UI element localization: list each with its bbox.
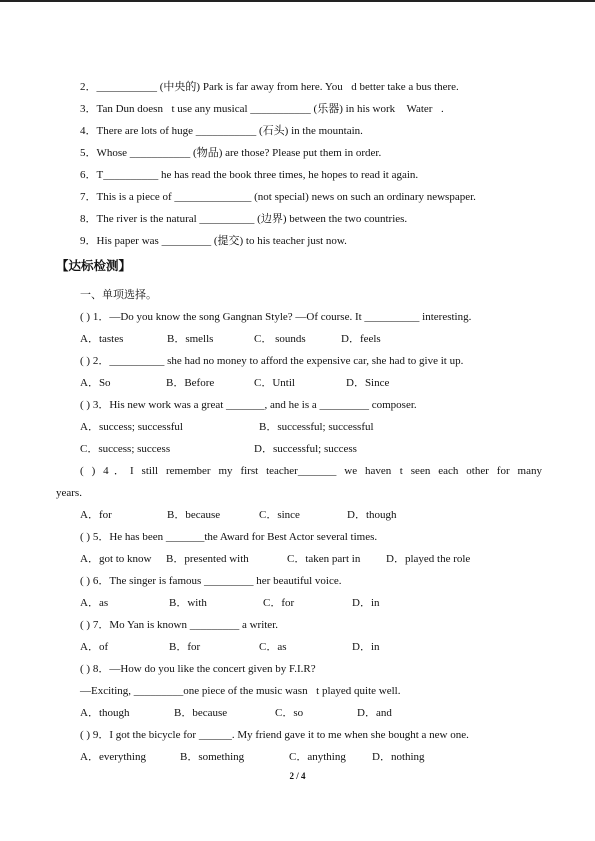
vocab-item-3: 3．Tan Dun doesn t use any musical ___________ (乐器) in his work  Water . bbox=[80, 103, 444, 115]
q1-option-a: A．tastes bbox=[80, 333, 124, 345]
q1-option-d: D．feels bbox=[341, 333, 381, 345]
vocab-item-6: 6．T__________ he has read the book three times, he hopes to read it again. bbox=[80, 169, 419, 181]
q2-option-a: A．So bbox=[80, 377, 111, 389]
q8-option-b: B．because bbox=[174, 707, 228, 719]
vocab-item-5: 5．Whose ___________ (物品) are those? Please put them in order. bbox=[80, 147, 382, 159]
question-3-stem: ( ) 3．His new work was a great _______, and he is a _________ composer. bbox=[80, 399, 417, 411]
q6-option-d: D．in bbox=[352, 597, 380, 609]
q2-option-b: B．Before bbox=[166, 377, 215, 389]
question-4-stem: ( ) 4．I still remember my first teacher_______ we haven t seen each other for many bbox=[80, 465, 542, 477]
q4-option-d: D．though bbox=[347, 509, 397, 521]
question-9-stem: ( ) 9．I got the bicycle for ______. My friend gave it to me when she bought a new one. bbox=[80, 729, 469, 741]
question-4-stem-cont: years. bbox=[56, 487, 82, 499]
vocab-item-4: 4．There are lots of huge ___________ (石头) in the mountain. bbox=[80, 125, 363, 137]
section-heading: 【达标检测】 bbox=[56, 258, 132, 273]
q3-option-d: D．successful; success bbox=[254, 443, 357, 455]
q5-option-a: A．got to know bbox=[80, 553, 152, 565]
question-6-stem: ( ) 6．The singer is famous _________ her beautiful voice. bbox=[80, 575, 342, 587]
q7-option-b: B．for bbox=[169, 641, 201, 653]
question-2-stem: ( ) 2．__________ she had no money to afford the expensive car, she had to give it up. bbox=[80, 355, 464, 367]
question-1-stem: ( ) 1．—Do you know the song Gangnan Style? —Of course. It __________ interesting. bbox=[80, 311, 472, 323]
q9-option-d: D．nothing bbox=[372, 751, 425, 763]
q6-option-a: A．as bbox=[80, 597, 109, 609]
q2-option-d: D．Since bbox=[346, 377, 390, 389]
q3-option-b: B．successful; successful bbox=[259, 421, 374, 433]
q4-option-b: B．because bbox=[167, 509, 221, 521]
q8-option-a: A．though bbox=[80, 707, 130, 719]
q9-option-c: C．anything bbox=[289, 751, 346, 763]
vocab-item-2: 2．___________ (中央的) Park is far away from here. You d better take a bus there. bbox=[80, 81, 459, 93]
vocab-item-7: 7．This is a piece of ______________ (not special) news on such an ordinary newspaper. bbox=[80, 191, 476, 203]
part-label: 一、单项选择。 bbox=[80, 289, 157, 301]
top-rule bbox=[0, 0, 595, 2]
q8-option-c: C．so bbox=[275, 707, 304, 719]
question-8-stem-cont: —Exciting, _________one piece of the music wasn t played quite well. bbox=[80, 685, 401, 697]
q1-option-c: C． sounds bbox=[254, 333, 306, 345]
q8-option-d: D．and bbox=[357, 707, 392, 719]
q5-option-b: B．presented with bbox=[166, 553, 249, 565]
q3-option-c: C．success; success bbox=[80, 443, 171, 455]
q9-option-b: B．something bbox=[180, 751, 245, 763]
q3-option-a: A．success; successful bbox=[80, 421, 183, 433]
question-8-stem: ( ) 8．—How do you like the concert given by F.I.R? bbox=[80, 663, 316, 675]
q5-option-c: C．taken part in bbox=[287, 553, 361, 565]
q9-option-a: A．everything bbox=[80, 751, 146, 763]
q6-option-b: B．with bbox=[169, 597, 207, 609]
q1-option-b: B．smells bbox=[167, 333, 214, 345]
question-5-stem: ( ) 5．He has been _______the Award for Best Actor several times. bbox=[80, 531, 378, 543]
q6-option-c: C．for bbox=[263, 597, 295, 609]
q5-option-d: D．played the role bbox=[386, 553, 471, 565]
q7-option-d: D．in bbox=[352, 641, 380, 653]
q7-option-a: A．of bbox=[80, 641, 109, 653]
vocab-item-8: 8．The river is the natural __________ (边界) between the two countries. bbox=[80, 213, 408, 225]
vocab-item-9: 9．His paper was _________ (提交) to his teacher just now. bbox=[80, 235, 347, 247]
q2-option-c: C．Until bbox=[254, 377, 295, 389]
q7-option-c: C．as bbox=[259, 641, 287, 653]
page-number: 2 / 4 bbox=[289, 771, 306, 781]
question-7-stem: ( ) 7．Mo Yan is known _________ a writer. bbox=[80, 619, 278, 631]
q4-option-c: C．since bbox=[259, 509, 300, 521]
q4-option-a: A．for bbox=[80, 509, 112, 521]
